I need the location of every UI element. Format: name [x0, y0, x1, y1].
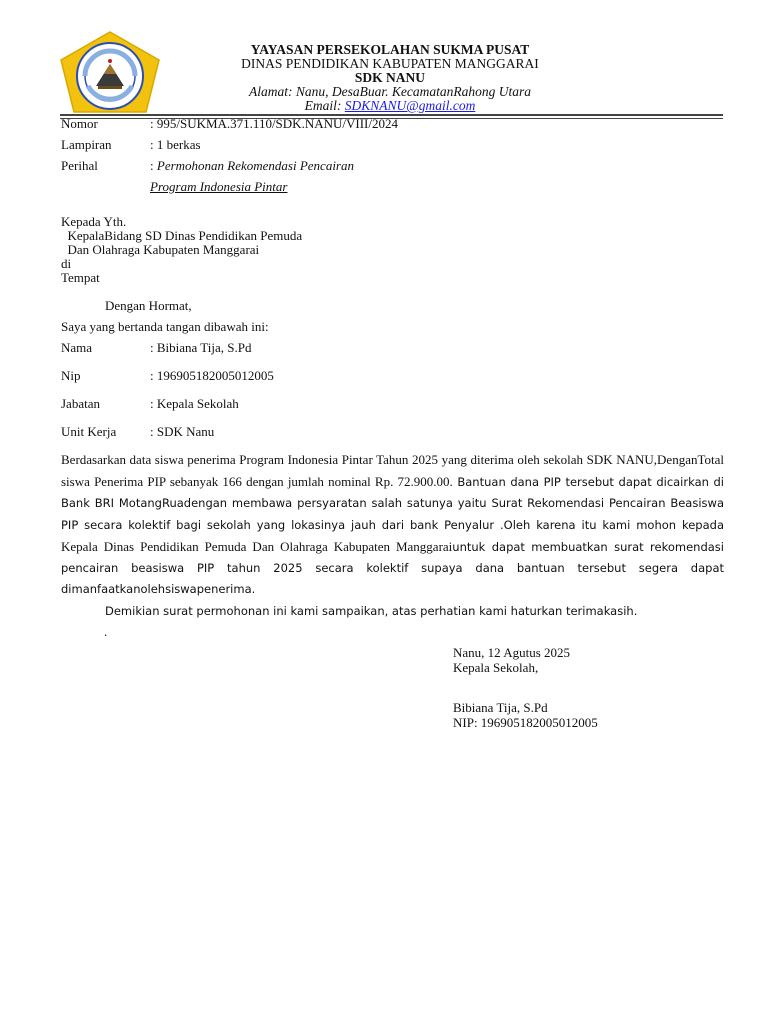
field-jabatan-value: : Kepala Sekolah	[150, 396, 239, 411]
signature-title: Kepala Sekolah,	[453, 660, 539, 675]
main-paragraph	[61, 449, 724, 600]
school-name: SDK NANU	[354, 70, 426, 85]
field-nama-label: Nama	[61, 340, 93, 355]
school-email-line	[200, 98, 580, 114]
recipient-line-2: Dan Olahraga Kabupaten Manggarai	[61, 242, 260, 257]
recipient-tempat: Tempat	[61, 270, 100, 285]
greeting: Dengan Hormat,	[105, 298, 192, 313]
perihal-value-line	[150, 158, 354, 174]
nomor-value: : 995/SUKMA.371.110/SDK.NANU/VIII/2024	[150, 116, 398, 131]
perihal-prefix: :	[150, 158, 157, 173]
field-jabatan-label: Jabatan	[61, 396, 100, 411]
school-address: Alamat: Nanu, DesaBuar. KecamatanRahong Utara	[249, 84, 531, 99]
field-nama-value: : Bibiana Tija, S.Pd	[150, 340, 252, 355]
recipient-line-1: KepalaBidang SD Dinas Pendidikan Pemuda	[61, 228, 303, 243]
signature-nip: NIP: 196905182005012005	[453, 715, 598, 730]
paragraph-part-2: Bantuan dana PIP tersebut dapat dicairkan di Bank BRI MotangRuadengan membawa persyaratan salah satunya yaitu Surat Rekomendasi Pencairan Beasiswa PIP secara kolektif bagi sekolah yang lokasinya jauh dari bank Penyalur .Oleh karena itu kami mohon kepada	[61, 475, 724, 532]
paragraph-part-3: Kepala Dinas Pendidikan Pemuda Dan Olahraga Kabupaten Manggarai	[61, 538, 453, 554]
lampiran-value: : 1 berkas	[150, 137, 201, 152]
intro-line: Saya yang bertanda tangan dibawah ini:	[61, 319, 269, 334]
email-link[interactable]: SDKNANU@gmail.com	[344, 98, 476, 113]
closing-sentence: Demikian surat permohonan ini kami sampaikan, atas perhatian kami haturkan terimakasih.	[105, 604, 638, 618]
perihal-value-2: Program Indonesia Pintar	[150, 179, 288, 194]
signature-name: Bibiana Tija, S.Pd	[453, 700, 548, 715]
stray-dot: .	[104, 624, 108, 639]
signature-place-date: Nanu, 12 Agutus 2025	[453, 645, 570, 660]
field-nip-value: : 196905182005012005	[150, 368, 274, 383]
perihal-label: Perihal	[61, 158, 98, 173]
recipient-kepada: Kepada Yth.	[61, 214, 127, 229]
foundation-name: YAYASAN PERSEKOLAHAN SUKMA PUSAT	[250, 42, 530, 57]
perihal-value: Permohonan Rekomendasi Pencairan	[156, 158, 354, 173]
nomor-label: Nomor	[61, 116, 98, 131]
field-unit-label: Unit Kerja	[61, 424, 117, 439]
email-label: Email:	[304, 98, 345, 113]
paragraph-part-4: untuk dapat membuatkan surat rekomendasi pencairan beasiswa PIP tahun 2025 secara kolektif supaya dana bantuan tersebut segera dapat dimanfaatkanolehsiswapenerima.	[61, 539, 724, 597]
agency-name: DINAS PENDIDIKAN KABUPATEN MANGGARAI	[241, 56, 539, 71]
paragraph-part-1: Berdasarkan data siswa penerima Program Indonesia Pintar Tahun 2025 yang diterima oleh sekolah SDK NANU,DenganTotal siswa Penerima PIP sebanyak 166 dengan jumlah nominal Rp. 72.900.00.	[61, 452, 724, 490]
school-foundation-seal-icon	[58, 30, 162, 114]
lampiran-label: Lampiran	[61, 137, 112, 152]
recipient-di: di	[61, 256, 72, 271]
field-nip-label: Nip	[61, 368, 81, 383]
field-unit-value: : SDK Nanu	[150, 424, 215, 439]
